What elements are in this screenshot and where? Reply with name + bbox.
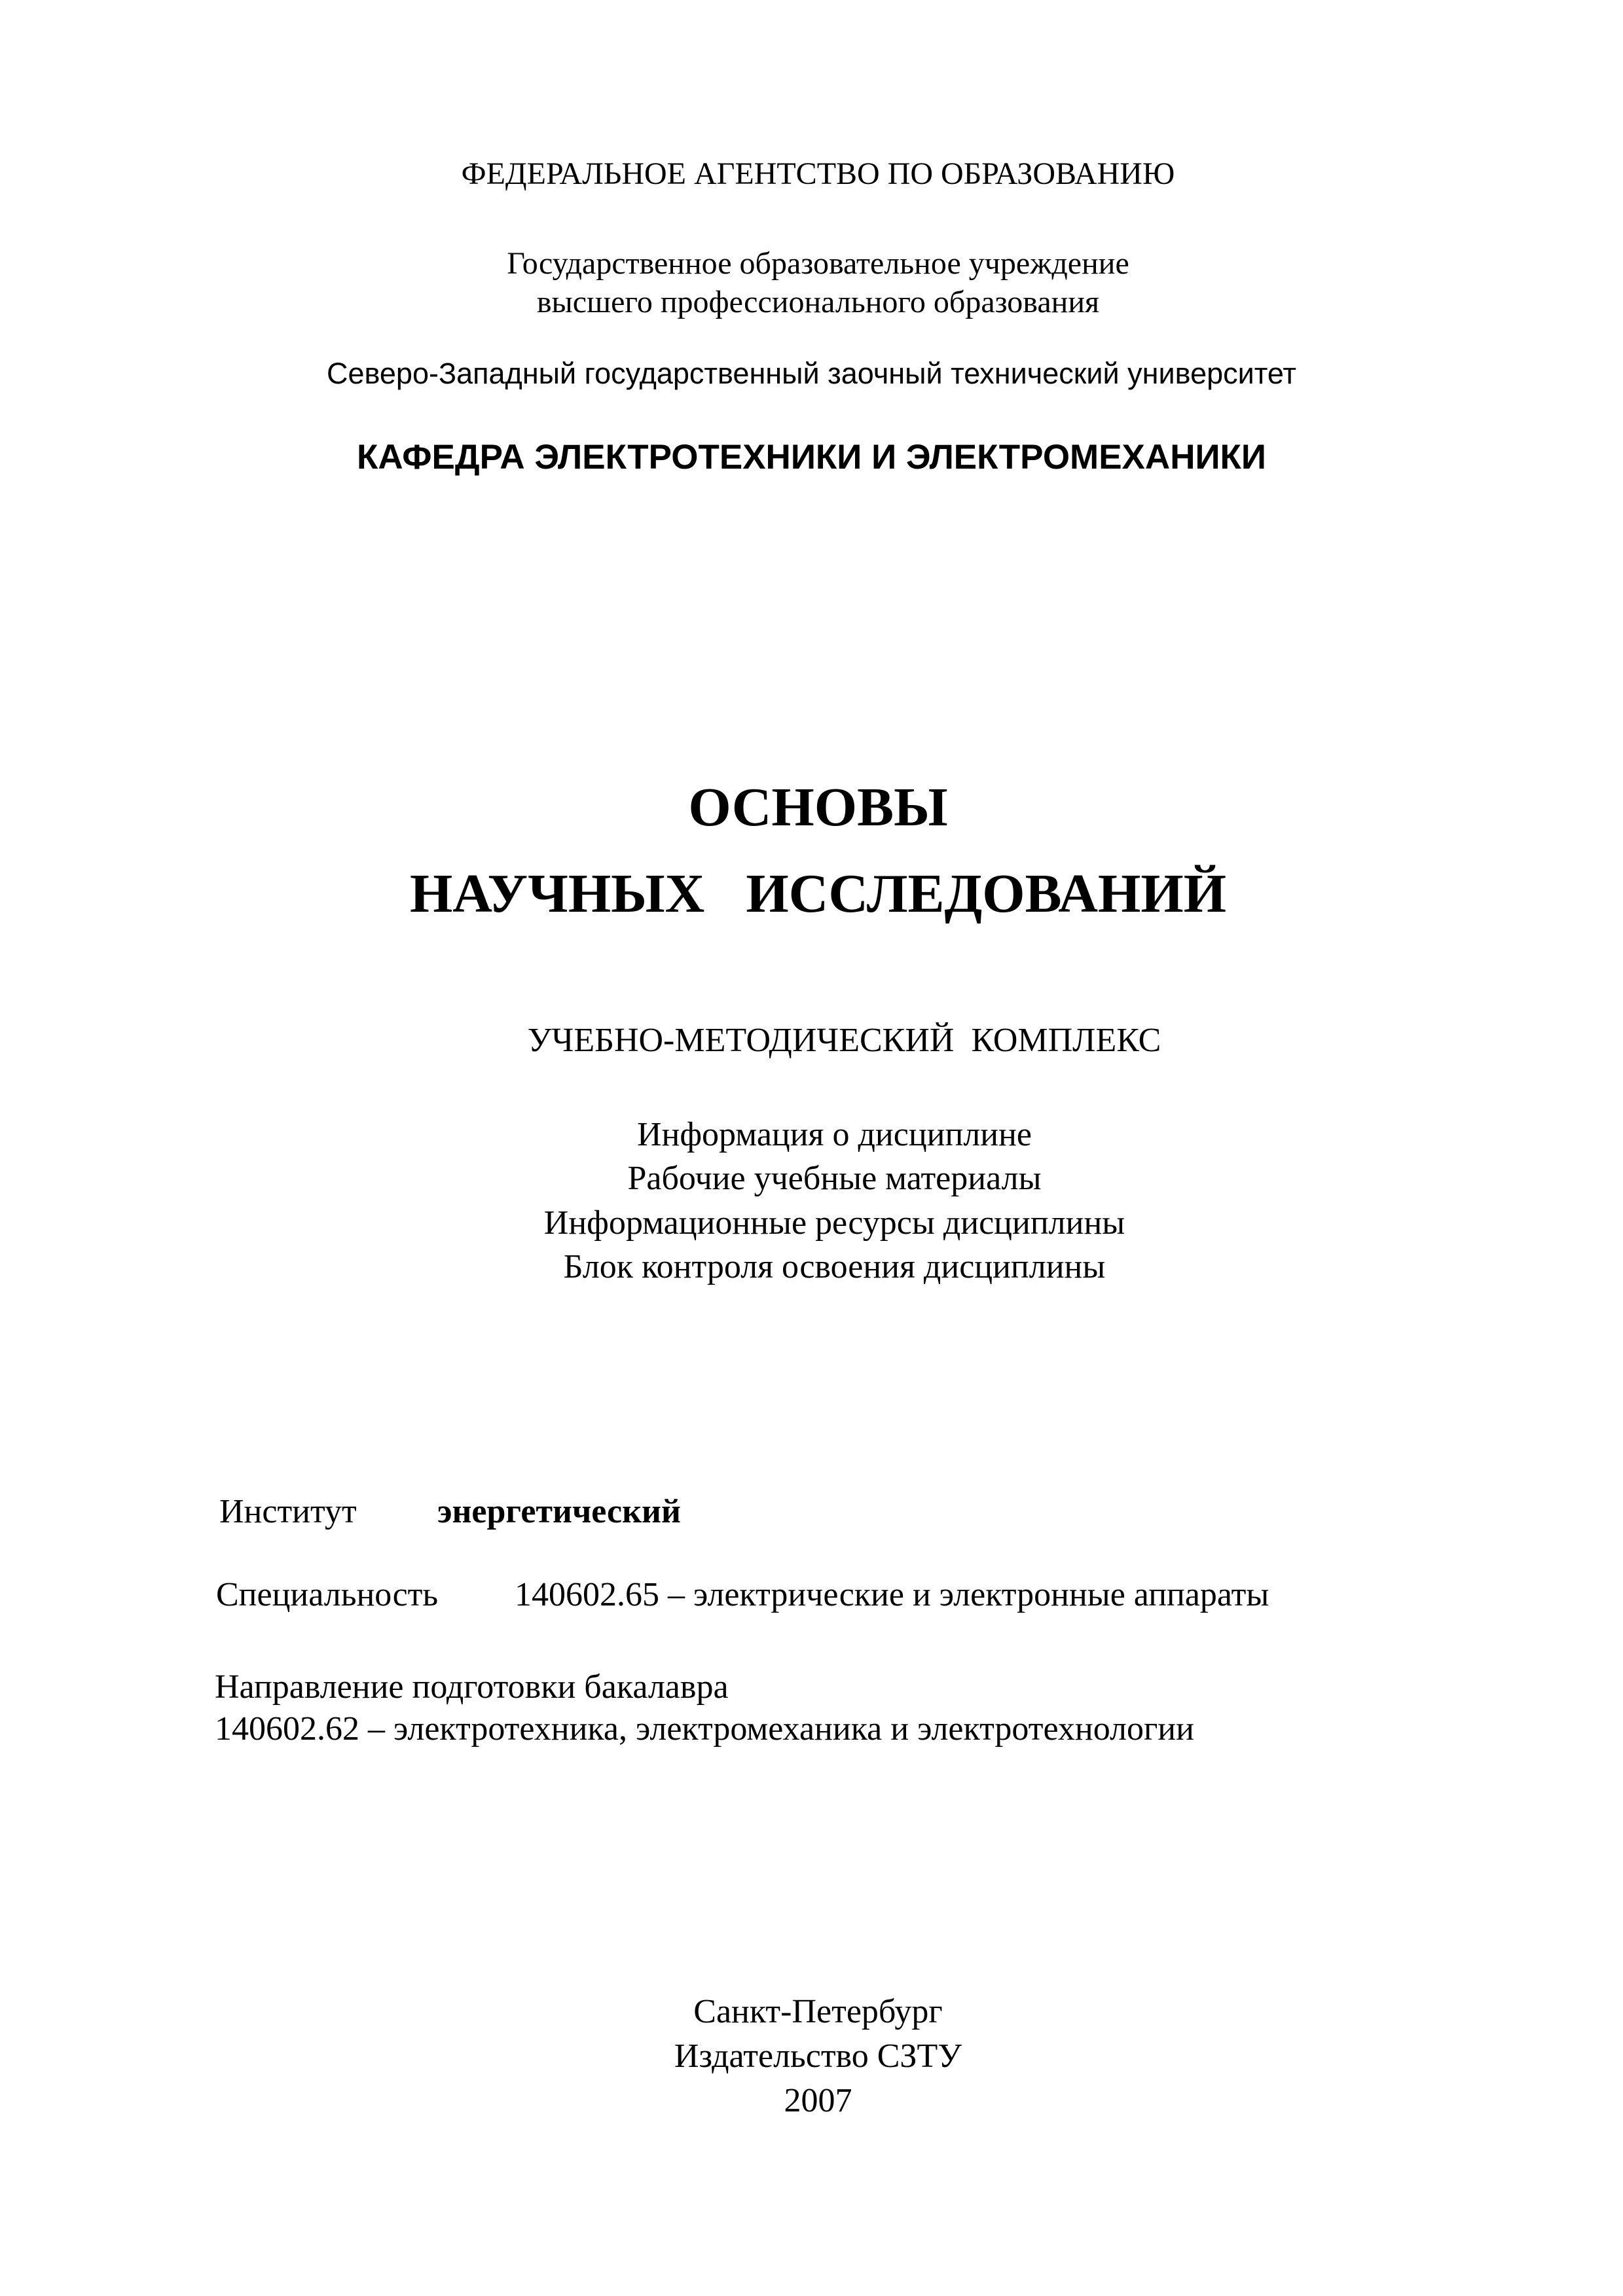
specialty-label: Специальность: [216, 1576, 439, 1613]
contents-item: Информация о дисциплине: [636, 1116, 1032, 1153]
publication-year: 2007: [784, 2082, 852, 2119]
university-name: Северо-Западный государственный заочный технический университет: [326, 357, 1297, 390]
department-name: КАФЕДРА ЭЛЕКТРОТЕХНИКИ И ЭЛЕКТРОМЕХАНИКИ: [357, 438, 1266, 476]
subtitle: УЧЕБНО-МЕТОДИЧЕСКИЙ КОМПЛЕКС: [527, 1022, 1161, 1059]
agency-name: ФЕДЕРАЛЬНОЕ АГЕНТСТВО ПО ОБРАЗОВАНИЮ: [461, 156, 1175, 191]
institution-line-1: Государственное образовательное учреждение: [507, 246, 1129, 281]
direction-label: Направление подготовки бакалавра: [215, 1668, 729, 1706]
institute-value: энергетический: [437, 1493, 681, 1530]
institute-label: Институт: [219, 1493, 357, 1530]
direction-value: 140602.62 – электротехника, электромеханика и электротехнологии: [215, 1710, 1194, 1748]
title-line-1: ОСНОВЫ: [688, 777, 948, 838]
contents-item: Информационные ресурсы дисциплины: [543, 1204, 1125, 1242]
contents-item: Рабочие учебные материалы: [627, 1160, 1042, 1197]
institution-line-2: высшего профессионального образования: [536, 285, 1100, 319]
publisher: Издательство СЗТУ: [674, 2037, 962, 2075]
publication-city: Санкт-Петербург: [693, 1993, 943, 2030]
specialty-value: 140602.65 – электрические и электронные аппараты: [515, 1576, 1269, 1613]
contents-item: Блок контроля освоения дисциплины: [563, 1248, 1106, 1285]
title-line-2: НАУЧНЫХ ИССЛЕДОВАНИЙ: [409, 863, 1227, 924]
